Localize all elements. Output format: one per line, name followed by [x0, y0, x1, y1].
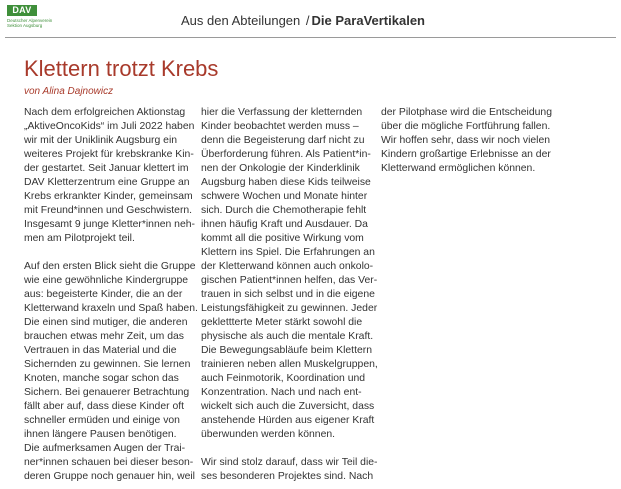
text-line: deren Gruppe noch genauer hin, weil [24, 471, 195, 482]
text-line: Insgesamt 9 junge Kletter*innen neh- [24, 219, 195, 230]
text-line: trainieren neben allen Muskelgruppen, [201, 359, 378, 370]
text-line: Klettern ins Spiel. Die Erfahrungen an [201, 247, 375, 258]
header-separator: / [305, 13, 310, 28]
text-line: Sichern. Bei genauerer Betrachtung [24, 387, 190, 398]
running-head [181, 13, 425, 28]
text-line: Vertrauen in das Material und die [24, 345, 177, 356]
text-line: ihnen längere Pausen benötigen. [24, 429, 177, 440]
article-byline: von Alina Dajnowicz [24, 86, 114, 97]
text-line: Nach dem erfolgreichen Aktionstag [24, 107, 186, 118]
text-line: Leistungsfähigkeit zu gewinnen. Jeder [201, 303, 378, 314]
text-line: brauchen etwas mehr Zeit, um das [24, 331, 184, 342]
text-line: ner*innen schauen bei dieser beson- [24, 457, 194, 468]
text-line: Kindern großartige Erlebnisse an der [381, 149, 551, 160]
text-line: DAV Kletterzentrum eine Gruppe an [24, 177, 190, 188]
text-line: ihnen häufig Kraft und Ausdauer. Da [201, 219, 368, 230]
text-line: geklettterte Meter stärkt sowohl die [201, 317, 363, 328]
subsection-name: Die ParaVertikalen [311, 13, 425, 28]
header-rule [5, 37, 616, 38]
text-line: men am Pilotprojekt teil. [24, 233, 135, 244]
text-line: mit Freund*innen und Geschwistern. [24, 205, 193, 216]
logo-subtitle-line: Sektion Augsburg [7, 23, 43, 28]
text-line: sich. Durch die Chemotherapie fehlt [201, 205, 367, 216]
text-line: ses besonderen Projektes sind. Nach [201, 471, 374, 482]
article-column-3 [381, 106, 552, 176]
text-line: Überforderung führen. Als Patient*in- [201, 149, 371, 160]
text-line: weiteres Projekt für krebskranke Kin- [24, 149, 194, 160]
text-line: wickelt sich auch die Zuversicht, dass [201, 401, 375, 412]
section-name: Aus den Abteilungen [181, 13, 301, 28]
text-line: der gestartet. Seit Januar klettert im [24, 163, 189, 174]
article-title: Klettern trotzt Krebs [24, 56, 219, 81]
logo-subtitle [7, 18, 69, 28]
text-line: kommt all die positive Wirkung vom [201, 233, 364, 244]
text-line: Knoten, manche sogar schon das [24, 373, 179, 384]
text-line: gischen Patient*innen helfen, das Ver- [201, 275, 378, 286]
text-line: hier die Verfassung der kletternden [201, 107, 363, 118]
text-line: wie eine gewöhnliche Kindergruppe [24, 275, 189, 286]
text-line: Die einen sind mutiger, die anderen [24, 317, 188, 328]
text-line: anstehende Hürden aus eigener Kraft [201, 415, 375, 426]
text-line: wir mit der Uniklinik Augsburg ein [24, 135, 178, 146]
article-column-1 [24, 106, 198, 484]
dav-logo [7, 5, 65, 35]
text-line: trauen in sich selbst und in die eigene [201, 289, 375, 300]
logo-subtitle-line: Deutscher Alpenverein [7, 18, 53, 23]
text-line: denn die Begeisterung darf nicht zu [201, 135, 365, 146]
text-line: auch Feinmotorik, Koordination und [201, 373, 366, 384]
text-line: schwere Wochen und Monate hinter [201, 191, 368, 202]
text-line: Augsburg haben diese Kids teilweise [201, 177, 371, 188]
text-line: Wir sind stolz darauf, dass wir Teil die- [201, 457, 378, 468]
text-line: der Pilotphase wird die Entscheidung [381, 107, 552, 118]
text-line: Auf den ersten Blick sieht die Gruppe [24, 261, 196, 272]
text-line: physische als auch die mentale Kraft. [201, 331, 374, 342]
text-line: Kinder beobachtet werden muss – [201, 121, 359, 132]
text-line: Kletterwand ermöglichen können. [381, 163, 536, 174]
logo-badge: DAV [7, 5, 37, 16]
text-line: nen der Onkologie der Kinderklinik [201, 163, 360, 174]
text-line: Krebs erkrankter Kinder, gemeinsam [24, 191, 193, 202]
text-line: überwunden werden können. [201, 429, 336, 440]
paragraph-gap [201, 442, 366, 456]
text-line: Sichernden zu gewinnen. Sie lernen [24, 359, 191, 370]
paragraph-gap [24, 246, 189, 260]
text-line: fällt aber auf, dass diese Kinder oft [24, 401, 184, 412]
article-column-2 [201, 106, 378, 484]
text-line: Die aufmerksamen Augen der Trai- [24, 443, 186, 454]
text-line: „AktiveOncoKids“ im Juli 2022 haben [24, 121, 195, 132]
text-line: über die mögliche Fortführung fallen. [381, 121, 551, 132]
text-line: aus: begeisterte Kinder, die an der [24, 289, 183, 300]
text-line: Die Bewegungsabläufe beim Klettern [201, 345, 372, 356]
text-line: Wir hoffen sehr, dass wir noch vielen [381, 135, 551, 146]
text-line: Konzentration. Nach und nach ent- [201, 387, 362, 398]
text-line: der Kletterwand können auch onkolo- [201, 261, 374, 272]
text-line: Kletterwand kraxeln und Spaß haben. [24, 303, 198, 314]
text-line: schneller ermüden und einige von [24, 415, 180, 426]
